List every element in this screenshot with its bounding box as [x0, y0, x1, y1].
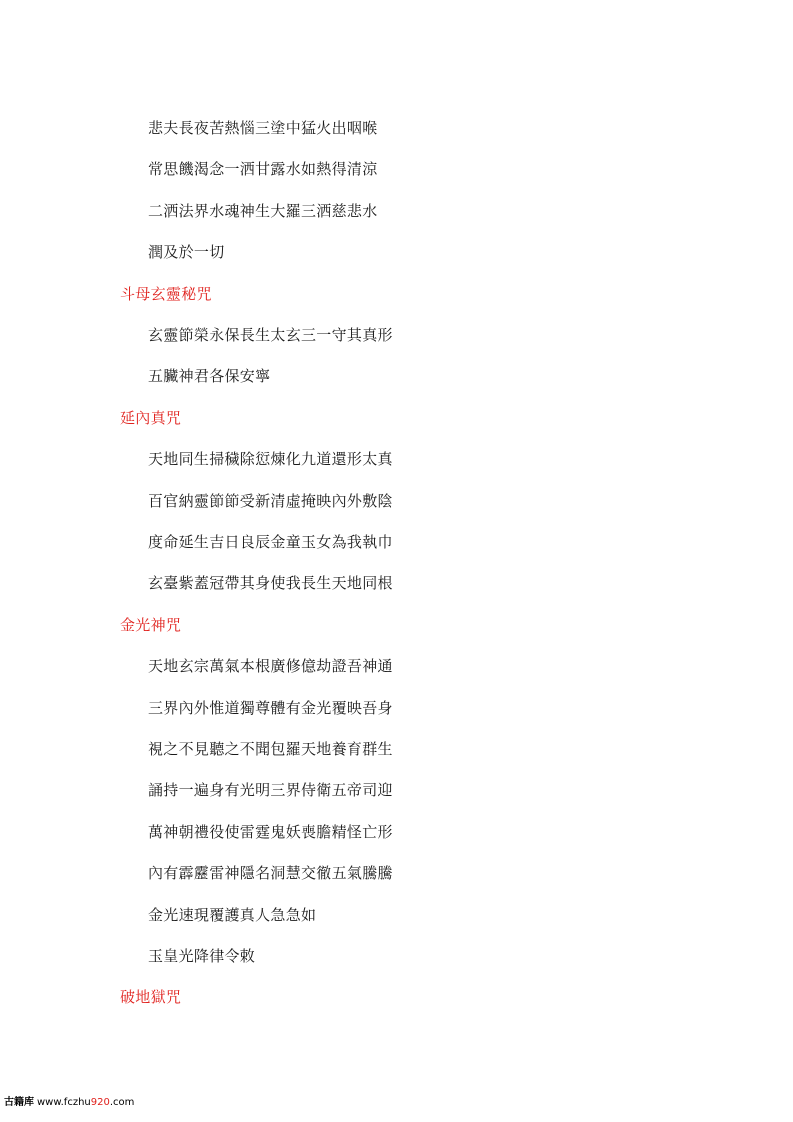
verse-line: 悲夫長夜苦熱惱三塗中猛火出咽喉: [148, 119, 378, 137]
verse-line: 萬神朝禮役使雷霆鬼妖喪膽精怪亡形: [148, 823, 393, 841]
url-mid: fczhu: [63, 1097, 91, 1108]
verse-line: 誦持一遍身有光明三界侍衛五帝司迎: [148, 781, 393, 799]
verse-line: 百官納靈節節受新清虛掩映內外敷陰: [148, 492, 393, 510]
verse-line: 玄臺紫蓋冠帶其身使我長生天地同根: [148, 574, 393, 592]
site-url-link[interactable]: [37, 1097, 134, 1108]
footer-watermark: [4, 1097, 134, 1109]
site-name: 古籍库: [4, 1097, 34, 1108]
verse-line: 玉皇光降律令敕: [148, 947, 256, 965]
verse-line: 五臟神君各保安寧: [148, 367, 271, 385]
verse-line: 天地玄宗萬氣本根廣修億劫證吾神通: [148, 657, 393, 675]
url-prefix: www.: [37, 1097, 64, 1108]
url-number: 920: [90, 1097, 110, 1108]
verse-line: 潤及於一切: [148, 243, 225, 261]
verse-line: 玄靈節榮永保長生太玄三一守其真形: [148, 326, 393, 344]
verse-line: 三界內外惟道獨尊體有金光覆映吾身: [148, 699, 393, 717]
verse-line: 度命延生吉日良辰金童玉女為我執巾: [148, 533, 393, 551]
verse-line: 內有霹靂雷神隱名洞慧交徹五氣騰騰: [148, 864, 393, 882]
section-heading: 延內真咒: [120, 409, 182, 427]
verse-line: 視之不見聽之不聞包羅天地養育群生: [148, 740, 393, 758]
verse-line: 天地同生掃穢除愆煉化九道還形太真: [148, 450, 393, 468]
url-suffix: .com: [109, 1097, 135, 1108]
section-heading: 金光神咒: [120, 616, 182, 634]
verse-line: 二洒法界水魂神生大羅三洒慈悲水: [148, 202, 378, 220]
section-heading: 破地獄咒: [120, 988, 182, 1006]
verse-line: 常思饑渴念一洒甘露水如熱得清涼: [148, 160, 378, 178]
verse-line: 金光速現覆護真人急急如: [148, 906, 317, 924]
section-heading: 斗母玄靈秘咒: [120, 285, 212, 303]
